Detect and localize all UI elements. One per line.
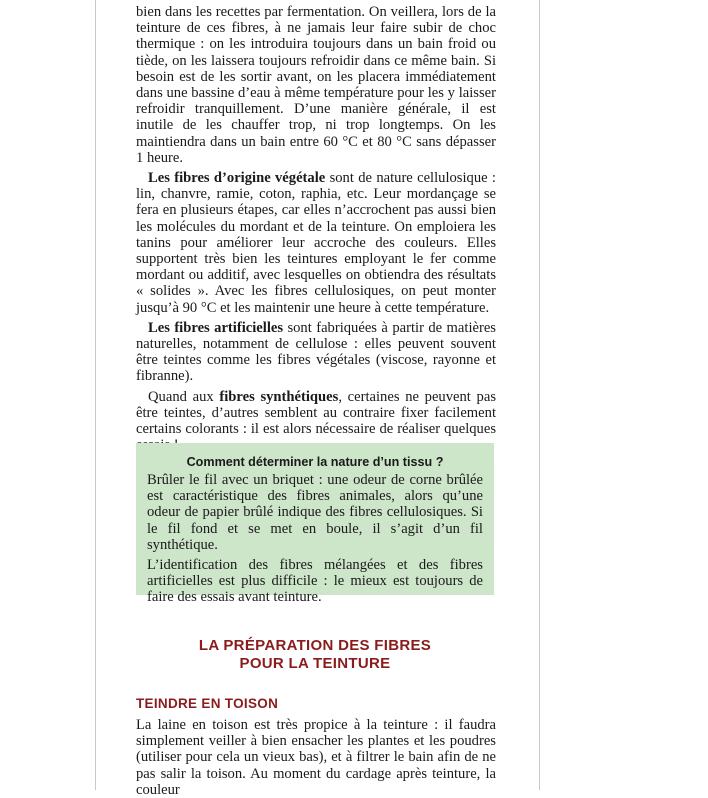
paragraph-synthetic-lead: Quand aux xyxy=(148,388,220,405)
info-box xyxy=(136,443,494,606)
paragraph-fleece: La laine en toison est très propice à la teinture : il faudra simplement veiller à bien ensacher les plantes et les poudres (utiliser pour cela un vieux bas), et à filtrer le bain afin de ne pas salir la toison. Au moment du cardage après teinture, la couleur xyxy=(136,717,496,798)
info-box-title: Comment déterminer la nature d’un tissu ? xyxy=(186,455,444,469)
paragraph-vegetal-fibres xyxy=(136,170,496,316)
section-title-line-1: LA PRÉPARATION DES FIBRES xyxy=(198,637,432,654)
paragraph-animal-fibres: bien dans les recettes par fermentation. On veillera, lors de la teinture de ces fibres, à ne jamais leur faire subir de choc thermique : on les introduira toujours dans un bain froid ou tiède, on les laissera toujours refroidir dans ce même bain. Si besoin est de les sortir avant, on les placera immédiatement dans une bassine d’eau à même température pour les y laisser refroidir tranquillement. D’une manière générale, il est inutile de les chauffer trop, ni trop longtemps. On les maintiendra dans un bain entre 60 °C et 80 °C sans dépasser 1 heure. xyxy=(136,4,496,166)
subsection-title: TEINDRE EN TOISON xyxy=(136,696,279,711)
term-synthetic-fibres: fibres synthétiques xyxy=(219,388,339,405)
paragraph-artificial-text: sont fabriquées à partir de matières naturelles, notamment de cellulose : elles peuvent souvent être teintes comme les fibres végétales (viscose, rayonne et fibranne). xyxy=(136,319,496,385)
paragraph-fleece-block xyxy=(136,717,496,798)
paragraph-vegetal-text: sont de nature cellulosique : lin, chanvre, ramie, coton, raphia, etc. Leur mordançage se fera en plusieurs étapes, car elles n’accrochent pas aussi bien les molécules du mordant et de la teinture. On emploiera les tanins pour améliorer leur accroche des couleurs. Elles supportent très bien les teintures employant le fer comme mordant ou additif, avec lesquelles on obtiendra des résultats « solides ». Avec les fibres cellulosiques, on peut monter jusqu’à 90 °C et les maintenir une heure à cette température. xyxy=(136,170,496,316)
page-body xyxy=(136,4,496,453)
term-vegetal-fibres: Les fibres d’origine végétale xyxy=(148,170,326,187)
section-title xyxy=(136,637,494,673)
paragraph-artificial-fibres xyxy=(136,320,496,385)
section-title-line-2: POUR LA TEINTURE xyxy=(239,655,391,672)
info-box-paragraph-burn-test: Brûler le fil avec un briquet : une odeur de corne brûlée est caractéristique des fibres animales, alors qu’une odeur de papier brûlé indique des fibres cellulosiques. Si le fil fond et se met en boule, il s’agit d’un fil synthétique. xyxy=(147,472,483,553)
page-border-right xyxy=(539,0,540,790)
page-border-left xyxy=(95,0,96,790)
paragraph-synthetic-text: , certaines ne peuvent pas être teintes, d’autres semblent au contraire fixer facilement certains colorants : il est alors nécessaire de réaliser quelques xyxy=(136,388,496,438)
info-box-paragraph-mixed: L’identification des fibres mélangées et des fibres artificielles est plus difficile : le mieux est toujours de faire des essais avant teinture. xyxy=(147,557,483,606)
term-artificial-fibres: Les fibres artificielles xyxy=(148,319,284,336)
